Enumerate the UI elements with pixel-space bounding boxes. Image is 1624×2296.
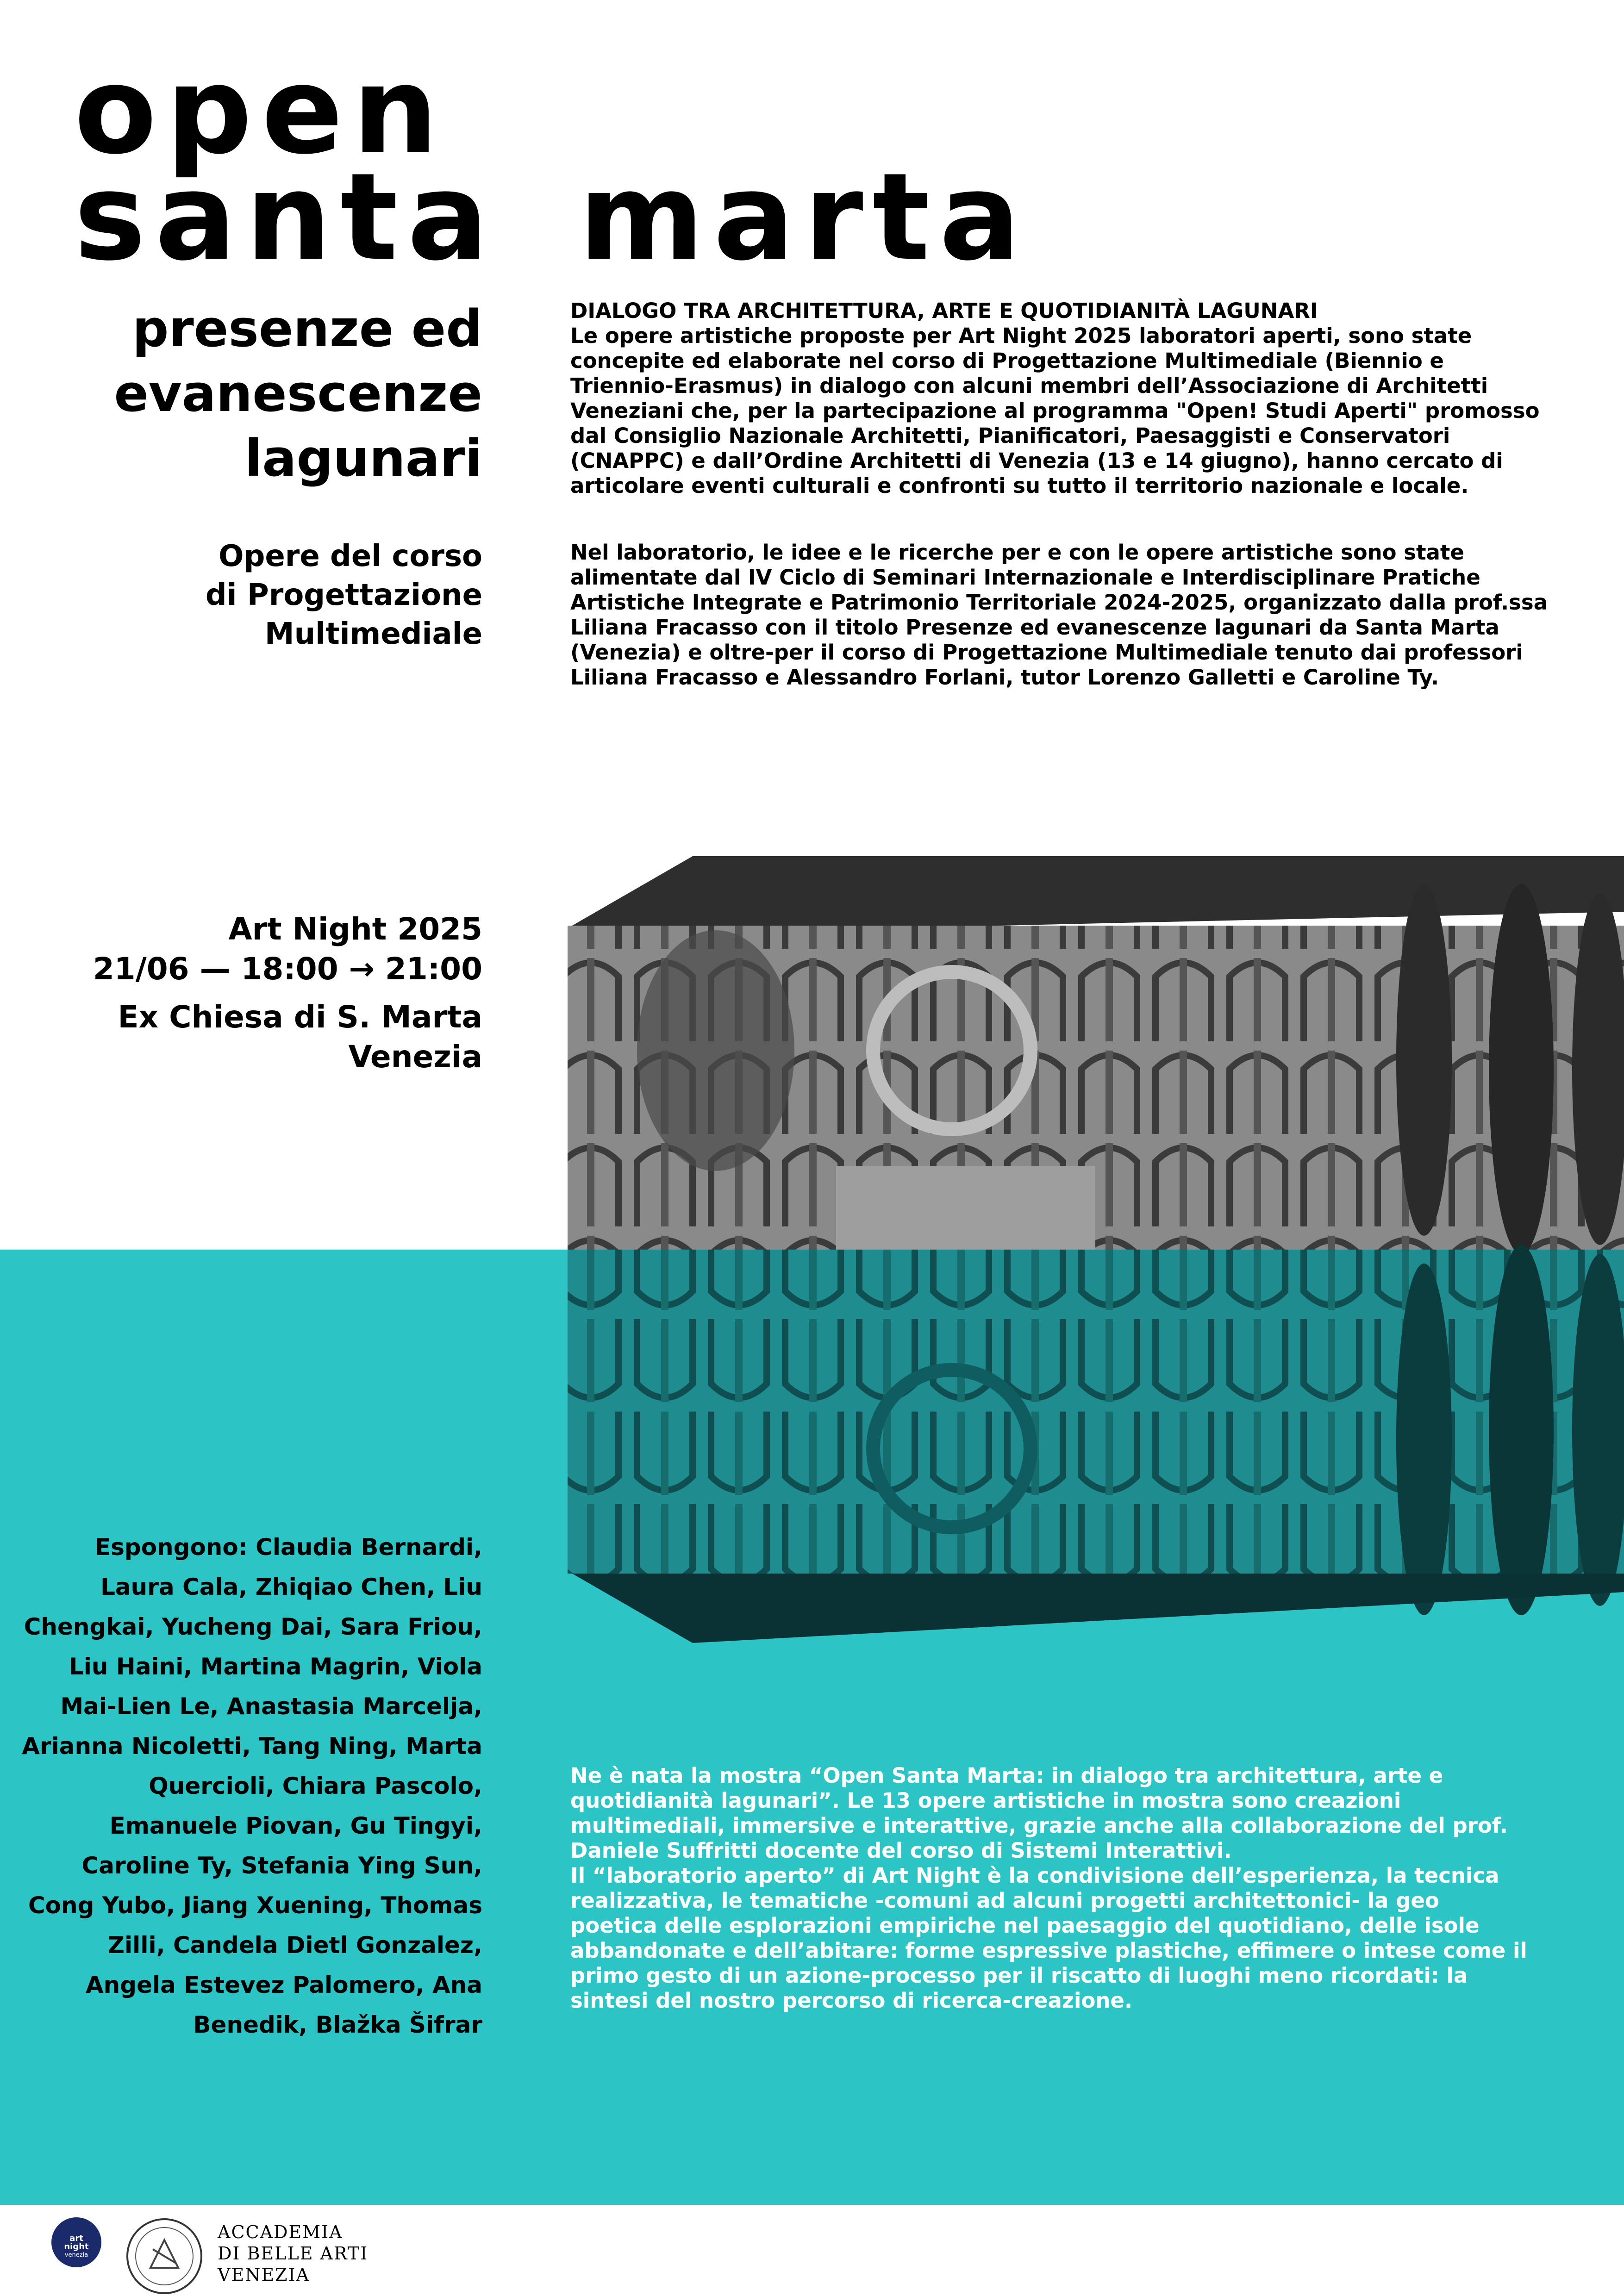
roof-shape	[572, 856, 1624, 935]
course-label-line: Multimediale	[264, 617, 482, 651]
exhibition-description	[570, 1763, 1533, 2013]
intro-paragraph-2: Nel laboratorio, le idee e le ricerche per e con le opere artistiche sono state alimentate dal IV Ciclo di Seminari Internazionale e Interdisciplinare Pratiche Artistiche Integrate e Patrimonio Territoriale 2024-2025, organizzato dalla prof.ssa Liliana Fracasso con il titolo Presenze ed evanescenze lagunari da Santa Marta (Venezia) e oltre-per il corso di Progettazione Multimediale tenuto dai professori Liliana Fracasso e Alessandro Forlani, tutor Lorenzo Galletti e Caroline Ty.	[570, 540, 1548, 690]
event-info	[19, 909, 482, 1077]
water-reflection	[568, 1250, 1624, 1574]
course-label	[19, 537, 482, 653]
event-name: Art Night 2025	[228, 911, 482, 947]
academy-name-line: ACCADEMIA	[218, 2222, 343, 2242]
event-datetime: 21/06 — 18:00 → 21:00	[93, 951, 482, 987]
church-reflection-photo	[554, 856, 1624, 1643]
subtitle-line: presenze ed	[132, 299, 482, 358]
roof-reflection	[572, 1574, 1624, 1643]
subtitle-line: lagunari	[244, 429, 482, 488]
academy-name-line: VENEZIA	[218, 2265, 310, 2285]
art-night-logo-text: night	[64, 2242, 89, 2252]
art-night-logo	[51, 2217, 102, 2268]
cypress-tree	[1396, 884, 1452, 1236]
artists-list: Espongono: Claudia Bernardi, Laura Cala, Zhiqiao Chen, Liu Chengkai, Yucheng Dai, Sara Friou, Liu Haini, Martina Magrin, Viola Mai-Lien Le, Anastasia Marcelja, Arianna Nicoletti, Tang Ning, Marta Quercioli, Chiara Pascolo, Emanuele Piovan, Gu Tingyi, Caroline Ty, Stefania Ying Sun, Cong Yubo, Jiang Xuening, Thomas Zilli, Candela Dietl Gonzalez, Angela Estevez Palomero, Ana Benedik, Blažka Šifrar	[22, 1534, 482, 2038]
subtitle	[19, 296, 482, 491]
exhibition-paragraph-2: Il “laboratorio aperto” di Art Night è la condivisione dell’esperienza, la tecnica realizzativa, le tematiche -comuni ad alcuni progetti architettonici- la geo poetica delle esplorazioni empiriche nel paesaggio del quotidiano, delle isole abbandonate e dell’abitare: forme espressive plastiche, effimere o intese come il primo gesto di un azione-processo per il riscatto di luoghi meno ricordati: la sintesi del nostro percorso di ricerca-creazione.	[570, 1863, 1527, 2013]
title-open: open	[74, 41, 448, 181]
cypress-reflection	[1489, 1245, 1554, 1615]
course-label-line: di Progettazione	[205, 578, 482, 612]
intro-heading: DIALOGO TRA ARCHITETTURA, ARTE E QUOTIDIANITÀ LAGUNARI	[570, 299, 1318, 323]
tree	[637, 930, 794, 1171]
intro-paragraph-1: Le opere artistiche proposte per Art Night 2025 laboratori aperti, sono state concepite ed elaborate nel corso di Progettazione Multimediale (Biennio e Triennio-Erasmus) in dialogo con alcuni membri dell’Associazione di Architetti Veneziani che, per la partecipazione al programma "Open! Studi Aperti" promosso dal Consiglio Nazionale Architetti, Pianificatori, Paesaggisti e Conservatori (CNAPPC) e dall’Ordine Architetti di Venezia (13 e 14 giugno), hanno cercato di articolare eventi culturali e confronti su tutto il territorio nazionale e locale.	[570, 324, 1540, 498]
intro-text	[570, 299, 1552, 732]
central-block	[836, 1166, 1095, 1250]
course-label-line: Opere del corso	[219, 539, 482, 573]
subtitle-line: evanescenze	[114, 364, 482, 423]
event-city: Venezia	[348, 1039, 482, 1075]
title-marta: marta	[579, 148, 1030, 287]
exhibition-paragraph-1: Ne è nata la mostra “Open Santa Marta: in dialogo tra architettura, arte e quotidianità lagunari”. Le 13 opere artistiche in mostra sono creazioni multimediali, immersive e interattive, grazie anche alla collaborazione del prof. Daniele Suffritti docente del corso di Sistemi Interattivi.	[570, 1763, 1508, 1863]
cypress-reflection	[1396, 1263, 1452, 1615]
academy-seal-icon	[125, 2217, 204, 2296]
academy-name	[218, 2221, 368, 2285]
academy-name-line: DI BELLE ARTI	[218, 2243, 369, 2264]
cypress-tree	[1489, 884, 1554, 1254]
event-venue: Ex Chiesa di S. Marta	[118, 999, 482, 1035]
art-night-logo-text: venezia	[64, 2252, 88, 2259]
title-santa: santa	[74, 148, 498, 287]
art-night-logo-text: art	[69, 2234, 83, 2243]
